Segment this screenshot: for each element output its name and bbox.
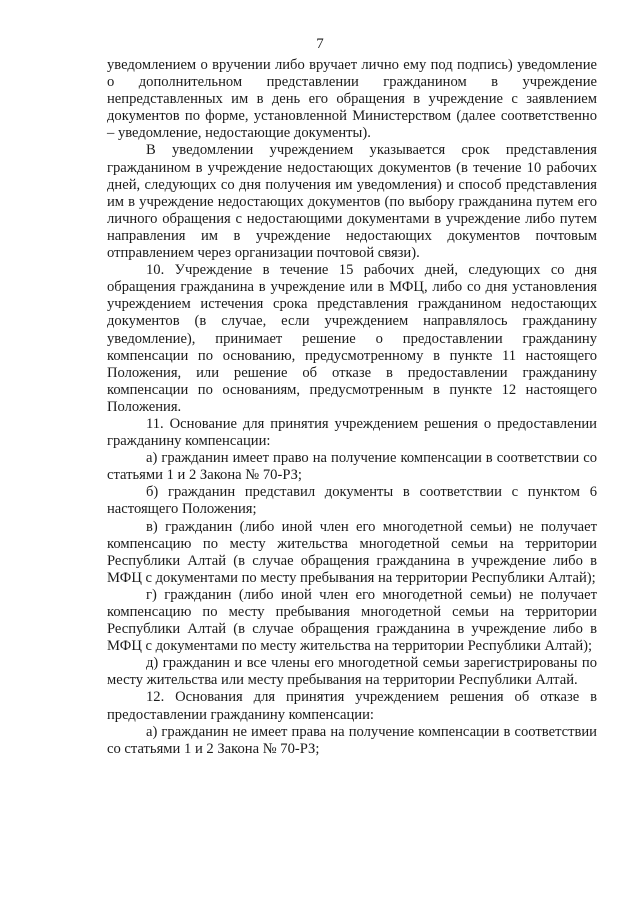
paragraph-item-11: 11. Основание для принятия учреждением решения о предоставлении гражданину компенсации: xyxy=(107,415,597,450)
paragraph-item-11-v: в) гражданин (либо иной член его многодетной семьи) не получает компенсацию по месту жительства многодетной семьи на территории Республики Алтай (в случае обращения гражданина в учреждение либо в МФЦ с документами по месту пребывания на территории Республики Алтай); xyxy=(107,518,597,586)
paragraph-item-11-a: а) гражданин имеет право на получение компенсации в соответствии со статьями 1 и 2 Закона № 70-РЗ; xyxy=(107,450,597,484)
document-body xyxy=(107,57,597,758)
page-number: 7 xyxy=(316,36,324,52)
paragraph-item-12-a: а) гражданин не имеет права на получение компенсации в соответствии со статьями 1 и 2 Закона № 70-РЗ; xyxy=(107,723,597,757)
paragraph-item-11-d: д) гражданин и все члены его многодетной семьи зарегистрированы по месту жительства или месту пребывания на территории Республики Алтай. xyxy=(107,655,597,689)
paragraph-item-11-b: б) гражданин представил документы в соответствии с пунктом 6 настоящего Положения; xyxy=(107,484,597,518)
paragraph-continuation: уведомлением о вручении либо вручает лично ему под подпись) уведомление о дополнительном представлении гражданином в учреждение непредставленных им в день его обращения в учреждение с заявлением документов по форме, установленной Министерством (далее соответственно – уведомление, недостающие документы). xyxy=(107,57,597,142)
paragraph-item-12: 12. Основания для принятия учреждением решения об отказе в предоставлении гражданину компенсации: xyxy=(107,689,597,723)
paragraph-item-10: 10. Учреждение в течение 15 рабочих дней, следующих со дня обращения гражданина в учреждение или в МФЦ, либо со дня установления учреждением истечения срока представления гражданином недостающих документов (в случае, если учреждением направлялось гражданину уведомление), принимает решение о предоставлении гражданину компенсации по основанию, предусмотренному в пункте 11 настоящего Положения, или решение об отказе в предоставлении гражданину компенсации по основаниям, предусмотренным в пункте 12 настоящего Положения. xyxy=(107,262,597,415)
paragraph-item-11-g: г) гражданин (либо иной член его многодетной семьи) не получает компенсацию по месту пребывания многодетной семьи на территории Республики Алтай (в случае обращения гражданина в учреждение либо в МФЦ с документами по месту жительства на территории Республики Алтай); xyxy=(107,586,597,655)
paragraph-notification-deadline: В уведомлении учреждением указывается срок представления гражданином в учреждение недостающих документов (в течение 10 рабочих дней, следующих со дня получения им уведомления) и способ представления им в учреждение недостающих документов (по выбору гражданина путем его личного обращения с недостающими документами в учреждение либо путем направления им в учреждение недостающих документов почтовым отправлением через организации почтовой связи). xyxy=(107,142,597,262)
